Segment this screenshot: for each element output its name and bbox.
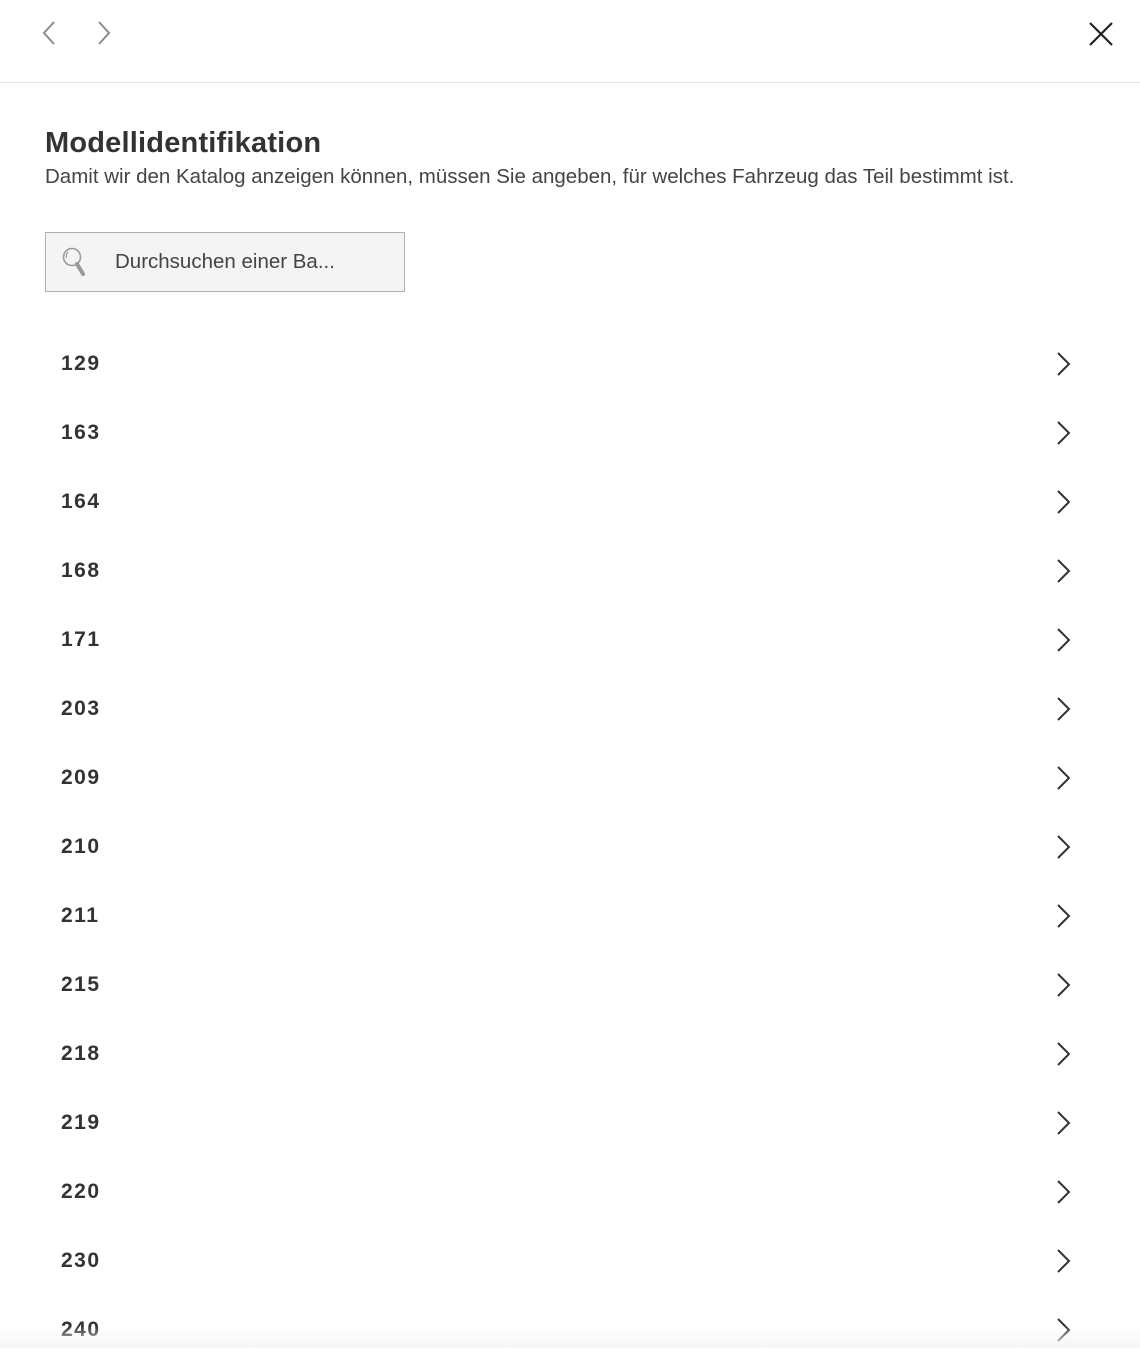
list-item[interactable] — [45, 812, 1095, 881]
chevron-right-icon — [1051, 833, 1075, 861]
list-item[interactable] — [45, 605, 1095, 674]
model-label: 129 — [61, 352, 101, 376]
model-label: 209 — [61, 766, 101, 790]
model-label: 215 — [61, 973, 101, 997]
chevron-right-icon — [1051, 488, 1075, 516]
list-item[interactable] — [45, 1226, 1095, 1295]
model-label: 168 — [61, 559, 101, 583]
page-title: Modellidentifikation — [45, 125, 1095, 161]
model-label: 220 — [61, 1180, 101, 1204]
list-item[interactable] — [45, 1088, 1095, 1157]
close-button[interactable] — [1084, 17, 1118, 51]
search-input[interactable] — [115, 233, 395, 291]
forward-button[interactable] — [89, 18, 119, 48]
model-label: 218 — [61, 1042, 101, 1066]
close-icon — [1087, 20, 1115, 48]
list-item[interactable] — [45, 467, 1095, 536]
chevron-right-icon — [1051, 1178, 1075, 1206]
chevron-left-icon — [40, 19, 58, 47]
top-bar — [0, 0, 1140, 83]
page-subtitle: Damit wir den Katalog anzeigen können, müssen Sie angeben, für welches Fahrzeug das Teil bestimmt ist. — [45, 163, 1095, 191]
chevron-right-icon — [95, 19, 113, 47]
list-item[interactable] — [45, 950, 1095, 1019]
list-item[interactable] — [45, 398, 1095, 467]
model-label: 164 — [61, 490, 101, 514]
list-item[interactable] — [45, 1019, 1095, 1088]
model-label: 230 — [61, 1249, 101, 1273]
chevron-right-icon — [1051, 971, 1075, 999]
model-label: 219 — [61, 1111, 101, 1135]
list-item[interactable] — [45, 674, 1095, 743]
chevron-right-icon — [1051, 1109, 1075, 1137]
list-item[interactable] — [45, 1157, 1095, 1226]
chevron-right-icon — [1051, 764, 1075, 792]
chevron-right-icon — [1051, 1040, 1075, 1068]
list-item[interactable] — [45, 329, 1095, 398]
list-item[interactable] — [45, 881, 1095, 950]
chevron-right-icon — [1051, 902, 1075, 930]
model-label: 210 — [61, 835, 101, 859]
model-label: 163 — [61, 421, 101, 445]
search-icon — [60, 246, 90, 278]
chevron-right-icon — [1051, 350, 1075, 378]
list-item[interactable] — [45, 536, 1095, 605]
search-box[interactable] — [45, 232, 405, 292]
model-label: 211 — [61, 904, 99, 928]
chevron-right-icon — [1051, 695, 1075, 723]
model-identification-panel — [45, 83, 1095, 1364]
model-label: 171 — [61, 628, 101, 652]
chevron-right-icon — [1051, 1247, 1075, 1275]
model-list — [45, 329, 1095, 1364]
chevron-right-icon — [1051, 557, 1075, 585]
model-label: 240 — [61, 1318, 101, 1342]
model-label: 203 — [61, 697, 101, 721]
back-button[interactable] — [34, 18, 64, 48]
list-item[interactable] — [45, 743, 1095, 812]
chevron-right-icon — [1051, 1316, 1075, 1344]
chevron-right-icon — [1051, 626, 1075, 654]
chevron-right-icon — [1051, 419, 1075, 447]
list-item[interactable] — [45, 1295, 1095, 1364]
